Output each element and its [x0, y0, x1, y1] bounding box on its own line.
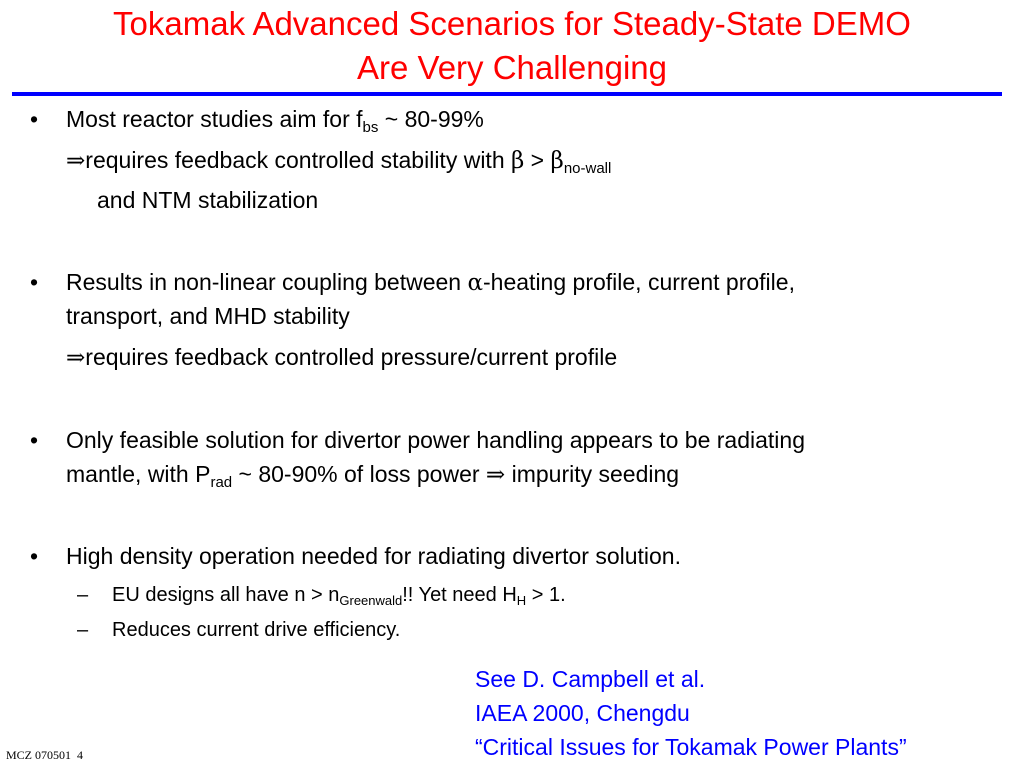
bullet-3-line-1: Only feasible solution for divertor power handling appears to be radiating [66, 427, 805, 453]
reference-line-3: “Critical Issues for Tokamak Power Plants” [475, 734, 907, 760]
bullet-marker-2: • [30, 269, 39, 295]
alpha-symbol: α [467, 270, 484, 296]
implies-icon: ⇒ [66, 345, 86, 371]
sub-item-1: EU designs all have $n > n_{Greenwald}$!! Yet need $H_H > 1$. [112, 584, 566, 608]
implies-icon: ⇒ [66, 148, 86, 174]
bullet-1-continuation: and NTM stabilization [97, 187, 319, 213]
bullet-marker-4: • [30, 543, 39, 569]
sub-item-2: Reduces current drive efficiency. [112, 619, 401, 641]
implies-icon: ⇒ [485, 462, 506, 488]
reference-line-1: See D. Campbell et al. [475, 666, 706, 692]
beta-symbol: β [511, 148, 525, 174]
dash-marker-1: – [77, 584, 89, 606]
beta-symbol: β [550, 148, 564, 174]
bullet-2-implication: ⇒requires feedback controlled pressure/current profile [66, 344, 618, 371]
title-underline [12, 92, 1002, 96]
bullet-2-line-1: Results in non-linear coupling between α-heating profile, current profile, [66, 269, 795, 296]
page-number: 4 [77, 748, 84, 762]
slide-title-line-1: Tokamak Advanced Scenarios for Steady-State DEMO [113, 5, 911, 42]
bullet-4-line-1: High density operation needed for radiating divertor solution. [66, 543, 681, 569]
footer-label: MCZ 070501 [6, 748, 72, 762]
slide-footer [6, 748, 83, 763]
slide-title [0, 0, 1024, 90]
bullet-2-line-2: transport, and MHD stability [66, 303, 350, 329]
slide-title-line-2: Are Very Challenging [356, 49, 668, 86]
bullet-1-line-1: Most reactor studies aim for $f_{bs}$ ~ 80-99% [66, 106, 484, 136]
reference-line-2: IAEA 2000, Chengdu [475, 700, 690, 726]
bullet-1-implication: ⇒requires feedback controlled stability with $\beta > \beta_{no-wall}$ [66, 147, 612, 177]
bullet-3-line-2: mantle, with $P_{rad}$ ~ 80-90% of loss power ⇒ impurity seeding [66, 461, 680, 491]
dash-marker-2: – [77, 619, 89, 641]
bullet-marker-1: • [30, 106, 39, 132]
bullet-marker-3: • [30, 427, 39, 453]
